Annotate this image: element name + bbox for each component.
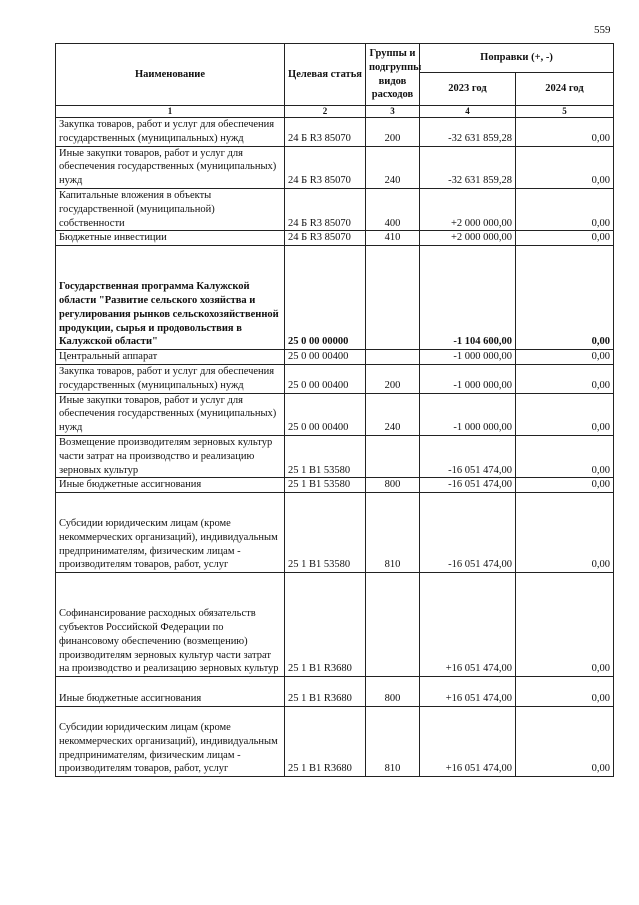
row-target-code: 25 1 B1 R3680 (285, 707, 366, 777)
row-amount-2024: 0,00 (516, 707, 614, 777)
table-row-program (56, 246, 614, 350)
header-groups: Группы и подгруппы видов расходов (366, 44, 420, 106)
page-number: 559 (594, 24, 611, 36)
row-amount-2024: 0,00 (516, 231, 614, 246)
row-name: Иные закупки товаров, работ и услуг для обеспечения государственных (муниципальных) нужд (56, 393, 285, 435)
row-target-code: 25 1 B1 R3680 (285, 677, 366, 707)
column-number: 4 (420, 106, 516, 118)
header-year-2023: 2023 год (420, 73, 516, 106)
row-amount-2023: +16 051 474,00 (420, 573, 516, 677)
row-name: Капитальные вложения в объекты государственной (муниципальной) собственности (56, 188, 285, 230)
row-group (366, 246, 420, 350)
row-amount-2023: +2 000 000,00 (420, 188, 516, 230)
row-name: Иные закупки товаров, работ и услуг для обеспечения государственных (муниципальных) нужд (56, 146, 285, 188)
row-amount-2024: 0,00 (516, 146, 614, 188)
row-name: Иные бюджетные ассигнования (56, 677, 285, 707)
row-amount-2024: 0,00 (516, 478, 614, 493)
header-year-2024: 2024 год (516, 73, 614, 106)
row-amount-2023: +16 051 474,00 (420, 677, 516, 707)
row-amount-2024: 0,00 (516, 364, 614, 393)
row-name: Государственная программа Калужской области "Развитие сельского хозяйства и регулирования рынков сельскохозяйственной продукции, сырья и продовольствия в Калужской области" (56, 246, 285, 350)
row-amount-2024: 0,00 (516, 188, 614, 230)
row-name: Возмещение производителям зерновых культур части затрат на производство и реализацию зерновых культур (56, 435, 285, 477)
row-amount-2024: 0,00 (516, 677, 614, 707)
row-target-code: 24 Б R3 85070 (285, 146, 366, 188)
table-row (56, 677, 614, 707)
row-group: 800 (366, 677, 420, 707)
row-group (366, 573, 420, 677)
row-group: 200 (366, 364, 420, 393)
row-amount-2024: 0,00 (516, 246, 614, 350)
row-target-code: 25 1 B1 R3680 (285, 573, 366, 677)
row-group: 810 (366, 493, 420, 573)
row-target-code: 24 Б R3 85070 (285, 188, 366, 230)
row-group (366, 435, 420, 477)
row-amount-2023: -32 631 859,28 (420, 118, 516, 147)
row-target-code: 25 1 B1 53580 (285, 478, 366, 493)
row-name: Субсидии юридическим лицам (кроме некоммерческих организаций), индивидуальным предпринимателям, физическим лицам - производителям товаров, работ, услуг (56, 493, 285, 573)
row-amount-2024: 0,00 (516, 118, 614, 147)
row-amount-2023: -1 104 600,00 (420, 246, 516, 350)
row-target-code: 24 Б R3 85070 (285, 118, 366, 147)
row-amount-2023: -32 631 859,28 (420, 146, 516, 188)
column-number: 1 (56, 106, 285, 118)
row-target-code: 25 1 B1 53580 (285, 435, 366, 477)
table-row (56, 118, 614, 147)
row-group: 800 (366, 478, 420, 493)
row-group: 240 (366, 146, 420, 188)
header-amendments: Поправки (+, -) (420, 44, 614, 73)
column-number: 5 (516, 106, 614, 118)
header-name: Наименование (56, 44, 285, 106)
row-group: 410 (366, 231, 420, 246)
table-row (56, 573, 614, 677)
table-row (56, 478, 614, 493)
row-amount-2023: +2 000 000,00 (420, 231, 516, 246)
row-amount-2023: -16 051 474,00 (420, 478, 516, 493)
row-name: Субсидии юридическим лицам (кроме некоммерческих организаций), индивидуальным предпринимателям, физическим лицам - производителям товаров, работ, услуг (56, 707, 285, 777)
table-row (56, 435, 614, 477)
row-amount-2024: 0,00 (516, 435, 614, 477)
row-name: Иные бюджетные ассигнования (56, 478, 285, 493)
row-amount-2024: 0,00 (516, 573, 614, 677)
table-row (56, 350, 614, 365)
row-target-code: 25 0 00 00000 (285, 246, 366, 350)
row-amount-2023: -1 000 000,00 (420, 350, 516, 365)
row-amount-2023: -1 000 000,00 (420, 393, 516, 435)
row-group: 810 (366, 707, 420, 777)
row-amount-2024: 0,00 (516, 393, 614, 435)
row-amount-2023: +16 051 474,00 (420, 707, 516, 777)
row-target-code: 24 Б R3 85070 (285, 231, 366, 246)
budget-table (55, 43, 614, 777)
header-target: Целевая статья (285, 44, 366, 106)
row-target-code: 25 1 B1 53580 (285, 493, 366, 573)
table-row (56, 188, 614, 230)
column-number: 2 (285, 106, 366, 118)
row-amount-2024: 0,00 (516, 493, 614, 573)
table-row (56, 393, 614, 435)
column-number: 3 (366, 106, 420, 118)
table-row (56, 493, 614, 573)
row-group: 200 (366, 118, 420, 147)
table-row (56, 146, 614, 188)
row-name: Закупка товаров, работ и услуг для обеспечения государственных (муниципальных) нужд (56, 364, 285, 393)
row-name: Софинансирование расходных обязательств субъектов Российской Федерации по финансовому обеспечению (возмещению) производителям зерновых культур части затрат на производство и реализацию зерновых культур (56, 573, 285, 677)
row-amount-2023: -1 000 000,00 (420, 364, 516, 393)
row-group (366, 350, 420, 365)
table-row (56, 364, 614, 393)
table-row (56, 231, 614, 246)
row-target-code: 25 0 00 00400 (285, 364, 366, 393)
row-group: 240 (366, 393, 420, 435)
row-name: Закупка товаров, работ и услуг для обеспечения государственных (муниципальных) нужд (56, 118, 285, 147)
row-target-code: 25 0 00 00400 (285, 350, 366, 365)
row-amount-2023: -16 051 474,00 (420, 435, 516, 477)
row-name: Бюджетные инвестиции (56, 231, 285, 246)
row-amount-2023: -16 051 474,00 (420, 493, 516, 573)
table-row (56, 707, 614, 777)
row-name: Центральный аппарат (56, 350, 285, 365)
row-amount-2024: 0,00 (516, 350, 614, 365)
row-group: 400 (366, 188, 420, 230)
row-target-code: 25 0 00 00400 (285, 393, 366, 435)
